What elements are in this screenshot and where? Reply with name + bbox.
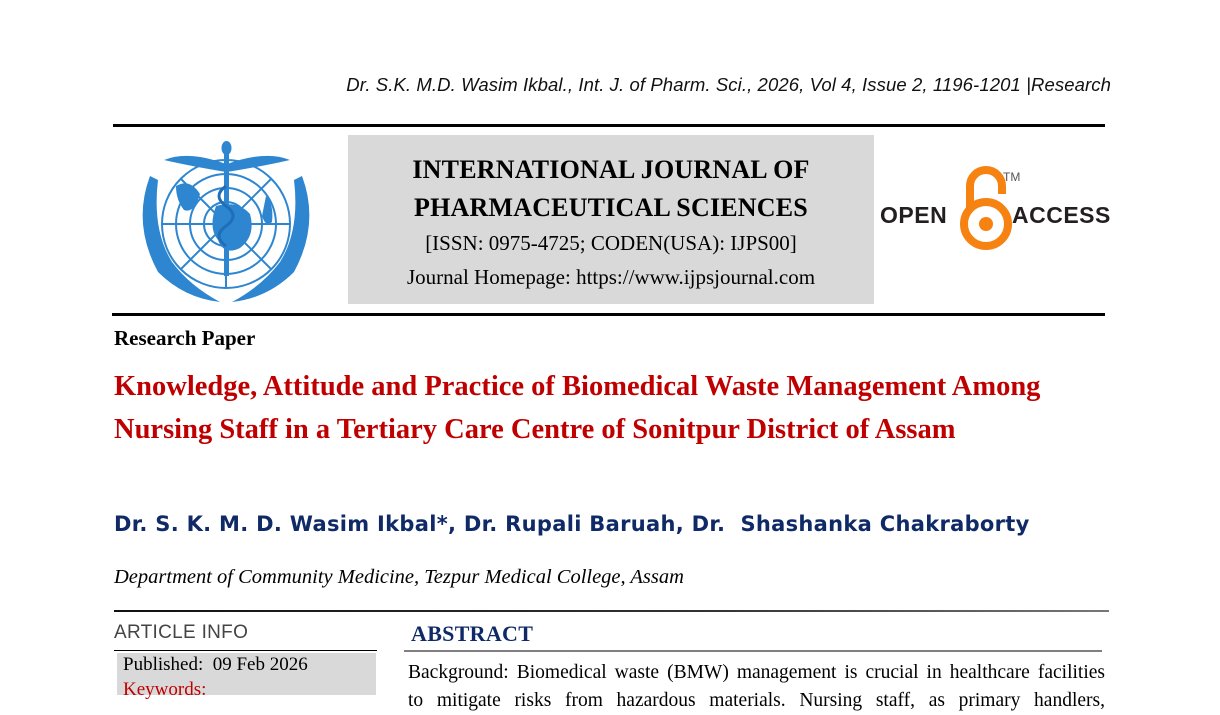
issn-coden: [ISSN: 0975-4725; CODEN(USA): IJPS00] [425, 231, 797, 255]
abstract-heading: ABSTRACT [411, 621, 534, 646]
abstract-line-1: Background: Biomedical waste (BMW) management is crucial in healthcare facilities [408, 662, 1105, 683]
open-access-word-left: OPEN [880, 202, 948, 228]
article-title: Knowledge, Attitude and Practice of Biomedical Waste Management Among Nursing Staff in a Tertiary Care Centre of Sonitpur District of Assam [114, 371, 1041, 445]
author-list: Dr. S. K. M. D. Wasim Ikbal*, Dr. Rupali Baruah, Dr. Shashanka Chakraborty [114, 512, 1030, 536]
keywords-label: Keywords: [123, 679, 207, 700]
journal-name-line2: PHARMACEUTICAL SCIENCES [414, 193, 808, 222]
author-affiliation: Department of Community Medicine, Tezpur Medical College, Assam [114, 566, 684, 588]
article-info-heading: ARTICLE INFO [114, 622, 249, 643]
article-info-rule [114, 650, 377, 651]
running-header: Dr. S.K. M.D. Wasim Ikbal., Int. J. of Pharm. Sci., 2026, Vol 4, Issue 2, 1196-1201 |Research [346, 74, 1111, 95]
journal-name-line1: INTERNATIONAL JOURNAL OF [412, 155, 810, 184]
abstract-body [408, 659, 1105, 715]
abstract-line-2: to mitigate risks from hazardous materials. Nursing staff, as primary handlers, [408, 690, 1105, 711]
journal-homepage-link[interactable]: Journal Homepage: https://www.ijpsjournal.com [406, 265, 816, 289]
published-date: Published: 09 Feb 2026 [123, 654, 308, 675]
trademark-mark: TM [1003, 170, 1021, 184]
open-access-logo [880, 164, 1110, 254]
article-type: Research Paper [114, 326, 256, 350]
masthead-top-rule [113, 124, 1105, 127]
open-access-word-right: ACCESS [1012, 202, 1111, 228]
article-info-top-rule [114, 610, 1109, 612]
journal-masthead-box [348, 135, 874, 304]
abstract-rule [404, 650, 1102, 652]
globe-caduceus-laurel-emblem-icon [128, 136, 324, 306]
masthead-bottom-rule [112, 313, 1105, 316]
